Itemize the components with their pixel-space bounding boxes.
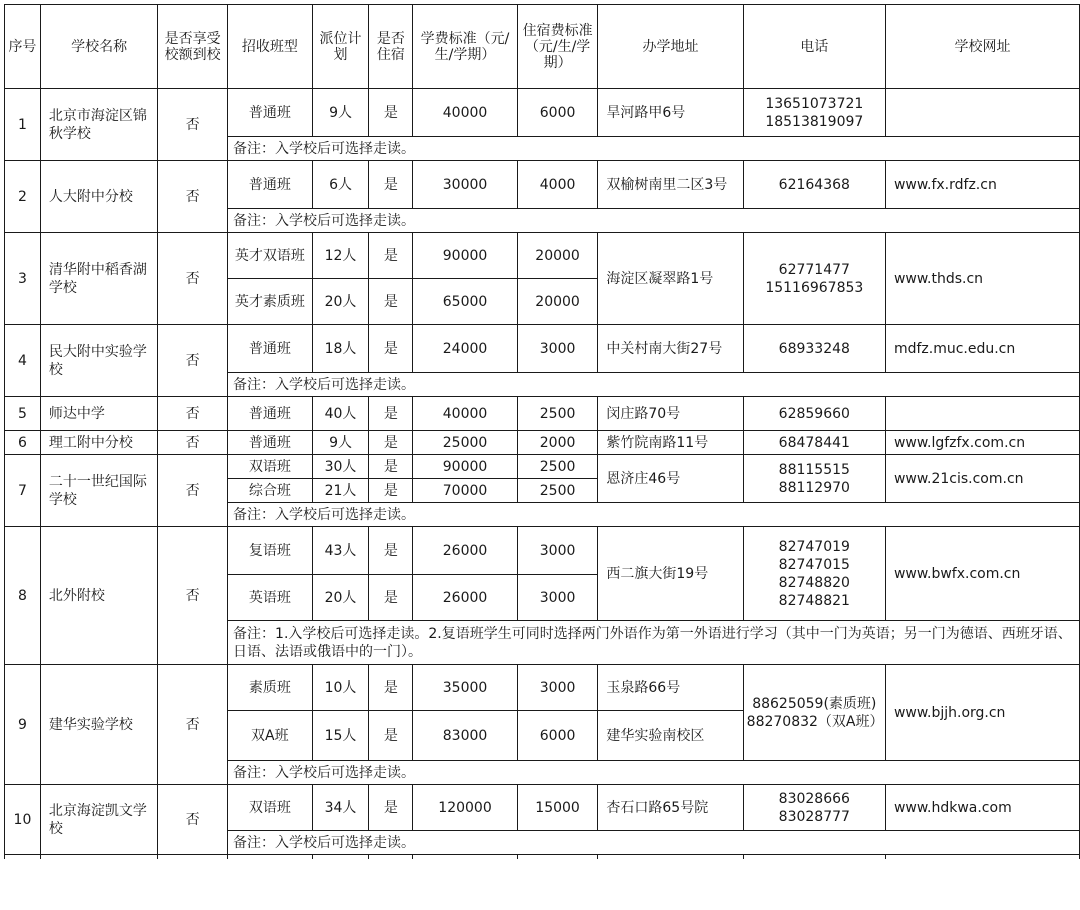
dorm-value: 是 xyxy=(369,455,413,479)
quota-value: 否 xyxy=(158,89,228,161)
continuation-cell xyxy=(5,855,41,860)
phone-value: 13651073721 18513819097 xyxy=(743,89,885,137)
row-number: 1 xyxy=(5,89,41,161)
address-value: 旱河路甲6号 xyxy=(598,89,743,137)
dorm-fee-value: 6000 xyxy=(517,89,598,137)
school-name: 二十一世纪国际学校 xyxy=(40,455,157,527)
address-value: 玉泉路66号 xyxy=(598,665,743,711)
address-value: 杏石口路65号院 xyxy=(598,785,743,831)
tuition-value: 25000 xyxy=(413,431,517,455)
header-website: 学校网址 xyxy=(885,5,1079,89)
dorm-fee-value: 2500 xyxy=(517,479,598,503)
tuition-value: 40000 xyxy=(413,89,517,137)
dorm-value: 是 xyxy=(369,397,413,431)
row-number: 6 xyxy=(5,431,41,455)
dorm-value: 是 xyxy=(369,785,413,831)
class-type: 综合班 xyxy=(228,479,313,503)
quota-value: 否 xyxy=(158,397,228,431)
dorm-value: 是 xyxy=(369,279,413,325)
class-type: 英才素质班 xyxy=(228,279,313,325)
header-address: 办学地址 xyxy=(598,5,743,89)
school-name: 北京海淀凯文学校 xyxy=(40,785,157,855)
school-table xyxy=(4,4,1080,859)
phone-value: 82747019 82747015 82748820 82748821 xyxy=(743,527,885,621)
class-type: 素质班 xyxy=(228,665,313,711)
address-value: 建华实验南校区 xyxy=(598,711,743,761)
dorm-value: 是 xyxy=(369,89,413,137)
tuition-value: 26000 xyxy=(413,575,517,621)
class-type: 复语班 xyxy=(228,527,313,575)
row-number: 8 xyxy=(5,527,41,665)
website-value: www.thds.cn xyxy=(885,233,1079,325)
continuation-cell xyxy=(517,855,598,860)
tuition-value: 90000 xyxy=(413,233,517,279)
quota-value: 否 xyxy=(158,665,228,785)
plan-count: 20人 xyxy=(312,279,369,325)
address-value: 双榆树南里二区3号 xyxy=(598,161,743,209)
dorm-value: 是 xyxy=(369,527,413,575)
header-school-name: 学校名称 xyxy=(40,5,157,89)
header-dorm: 是否住宿 xyxy=(369,5,413,89)
dorm-fee-value: 3000 xyxy=(517,527,598,575)
phone-value: 62164368 xyxy=(743,161,885,209)
table-row xyxy=(5,665,1080,711)
table-row xyxy=(5,325,1080,373)
dorm-fee-value: 20000 xyxy=(517,233,598,279)
continuation-cell xyxy=(158,855,228,860)
note-text: 备注：入学校后可选择走读。 xyxy=(228,503,1080,527)
plan-count: 30人 xyxy=(312,455,369,479)
table-row xyxy=(5,233,1080,279)
tuition-value: 90000 xyxy=(413,455,517,479)
table-row xyxy=(5,397,1080,431)
continuation-cell xyxy=(413,855,517,860)
quota-value: 否 xyxy=(158,455,228,527)
continuation-cell xyxy=(885,855,1079,860)
school-name: 师达中学 xyxy=(40,397,157,431)
quota-value: 否 xyxy=(158,233,228,325)
note-text: 备注：入学校后可选择走读。 xyxy=(228,137,1080,161)
plan-count: 18人 xyxy=(312,325,369,373)
website-value xyxy=(885,397,1079,431)
tuition-value: 120000 xyxy=(413,785,517,831)
continuation-cell xyxy=(598,855,743,860)
phone-value: 62771477 15116967853 xyxy=(743,233,885,325)
row-number: 9 xyxy=(5,665,41,785)
header-dorm-fee: 住宿费标准（元/生/学期） xyxy=(517,5,598,89)
row-number: 10 xyxy=(5,785,41,855)
row-number: 5 xyxy=(5,397,41,431)
header-seq: 序号 xyxy=(5,5,41,89)
dorm-fee-value: 4000 xyxy=(517,161,598,209)
website-value: www.hdkwa.com xyxy=(885,785,1079,831)
row-number: 7 xyxy=(5,455,41,527)
plan-count: 21人 xyxy=(312,479,369,503)
phone-value: 88625059(素质班) 88270832（双A班） xyxy=(743,665,885,761)
tuition-value: 65000 xyxy=(413,279,517,325)
class-type: 普通班 xyxy=(228,161,313,209)
table-row xyxy=(5,161,1080,209)
dorm-value: 是 xyxy=(369,575,413,621)
class-type: 普通班 xyxy=(228,325,313,373)
note-text: 备注：入学校后可选择走读。 xyxy=(228,209,1080,233)
class-type: 普通班 xyxy=(228,397,313,431)
class-type: 双语班 xyxy=(228,455,313,479)
phone-value: 88115515 88112970 xyxy=(743,455,885,503)
table-continuation xyxy=(5,855,1080,860)
school-name: 建华实验学校 xyxy=(40,665,157,785)
dorm-value: 是 xyxy=(369,711,413,761)
phone-value: 68478441 xyxy=(743,431,885,455)
table-row xyxy=(5,527,1080,575)
dorm-fee-value: 3000 xyxy=(517,575,598,621)
plan-count: 40人 xyxy=(312,397,369,431)
note-text: 备注：入学校后可选择走读。 xyxy=(228,761,1080,785)
tuition-value: 30000 xyxy=(413,161,517,209)
header-quota: 是否享受校额到校 xyxy=(158,5,228,89)
school-name: 北京市海淀区锦秋学校 xyxy=(40,89,157,161)
phone-value: 62859660 xyxy=(743,397,885,431)
dorm-value: 是 xyxy=(369,325,413,373)
plan-count: 10人 xyxy=(312,665,369,711)
dorm-value: 是 xyxy=(369,665,413,711)
class-type: 英才双语班 xyxy=(228,233,313,279)
dorm-value: 是 xyxy=(369,431,413,455)
address-value: 紫竹院南路11号 xyxy=(598,431,743,455)
dorm-fee-value: 2500 xyxy=(517,397,598,431)
website-value: www.bwfx.com.cn xyxy=(885,527,1079,621)
quota-value: 否 xyxy=(158,785,228,855)
dorm-fee-value: 3000 xyxy=(517,665,598,711)
note-text: 备注：入学校后可选择走读。 xyxy=(228,831,1080,855)
website-value: www.21cis.com.cn xyxy=(885,455,1079,503)
dorm-fee-value: 20000 xyxy=(517,279,598,325)
table-row xyxy=(5,431,1080,455)
dorm-fee-value: 3000 xyxy=(517,325,598,373)
dorm-fee-value: 6000 xyxy=(517,711,598,761)
header-plan: 派位计划 xyxy=(312,5,369,89)
quota-value: 否 xyxy=(158,325,228,397)
school-name: 理工附中分校 xyxy=(40,431,157,455)
class-type: 双语班 xyxy=(228,785,313,831)
address-value: 西二旗大街19号 xyxy=(598,527,743,621)
dorm-fee-value: 2500 xyxy=(517,455,598,479)
phone-value: 83028666 83028777 xyxy=(743,785,885,831)
header-tuition: 学费标准（元/生/学期） xyxy=(413,5,517,89)
quota-value: 否 xyxy=(158,527,228,665)
phone-value: 68933248 xyxy=(743,325,885,373)
address-value: 中关村南大街27号 xyxy=(598,325,743,373)
website-value: www.fx.rdfz.cn xyxy=(885,161,1079,209)
header-class-type: 招收班型 xyxy=(228,5,313,89)
plan-count: 15人 xyxy=(312,711,369,761)
address-value: 恩济庄46号 xyxy=(598,455,743,503)
class-type: 英语班 xyxy=(228,575,313,621)
address-value: 海淀区凝翠路1号 xyxy=(598,233,743,325)
tuition-value: 35000 xyxy=(413,665,517,711)
table-row xyxy=(5,785,1080,831)
dorm-fee-value: 15000 xyxy=(517,785,598,831)
school-name: 人大附中分校 xyxy=(40,161,157,233)
continuation-cell xyxy=(40,855,157,860)
table-row xyxy=(5,89,1080,137)
plan-count: 20人 xyxy=(312,575,369,621)
tuition-value: 83000 xyxy=(413,711,517,761)
table-row xyxy=(5,455,1080,479)
plan-count: 9人 xyxy=(312,89,369,137)
note-text: 备注：1.入学校后可选择走读。2.复语班学生可同时选择两门外语作为第一外语进行学习（其中一门为英语；另一门为德语、西班牙语、日语、法语或俄语中的一门）。 xyxy=(228,621,1080,665)
continuation-cell xyxy=(743,855,885,860)
school-name: 民大附中实验学校 xyxy=(40,325,157,397)
header-phone: 电话 xyxy=(743,5,885,89)
class-type: 普通班 xyxy=(228,431,313,455)
dorm-value: 是 xyxy=(369,161,413,209)
tuition-value: 70000 xyxy=(413,479,517,503)
plan-count: 34人 xyxy=(312,785,369,831)
school-name: 北外附校 xyxy=(40,527,157,665)
school-name: 清华附中稻香湖学校 xyxy=(40,233,157,325)
quota-value: 否 xyxy=(158,431,228,455)
tuition-value: 24000 xyxy=(413,325,517,373)
header-row xyxy=(5,5,1080,89)
row-number: 2 xyxy=(5,161,41,233)
website-value xyxy=(885,89,1079,137)
continuation-cell xyxy=(369,855,413,860)
plan-count: 12人 xyxy=(312,233,369,279)
dorm-value: 是 xyxy=(369,233,413,279)
dorm-fee-value: 2000 xyxy=(517,431,598,455)
address-value: 闵庄路70号 xyxy=(598,397,743,431)
note-text: 备注：入学校后可选择走读。 xyxy=(228,373,1080,397)
tuition-value: 40000 xyxy=(413,397,517,431)
plan-count: 9人 xyxy=(312,431,369,455)
quota-value: 否 xyxy=(158,161,228,233)
continuation-cell xyxy=(312,855,369,860)
row-number: 4 xyxy=(5,325,41,397)
row-number: 3 xyxy=(5,233,41,325)
dorm-value: 是 xyxy=(369,479,413,503)
class-type: 普通班 xyxy=(228,89,313,137)
plan-count: 6人 xyxy=(312,161,369,209)
website-value: mdfz.muc.edu.cn xyxy=(885,325,1079,373)
plan-count: 43人 xyxy=(312,527,369,575)
website-value: www.bjjh.org.cn xyxy=(885,665,1079,761)
tuition-value: 26000 xyxy=(413,527,517,575)
continuation-cell xyxy=(228,855,313,860)
website-value: www.lgfzfx.com.cn xyxy=(885,431,1079,455)
class-type: 双A班 xyxy=(228,711,313,761)
